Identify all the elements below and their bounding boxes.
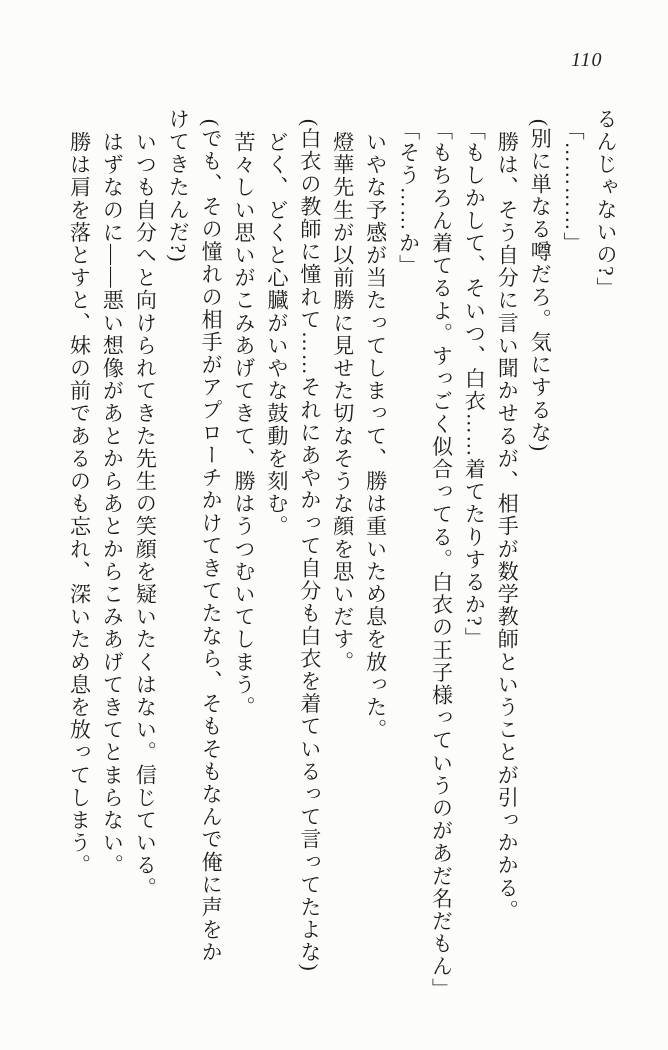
text-line: 「そう……か」 (396, 119, 421, 278)
text-line: はずなのに――悪い想像があとからあとからこみあげてきてとまらない。 (100, 131, 125, 877)
text-line: いつも自分へと向けられてきた先生の笑顔を疑いたくはない。信じている。 (133, 131, 158, 900)
text-line: 「もちろん着てるよ。すっごく似合ってる。白衣の王子様っていうのがあだ名だもん」 (429, 119, 454, 1001)
text-block (63, 108, 622, 1023)
page-number: 110 (571, 49, 603, 71)
text-line: どく、どくと心臓がいやな鼓動を刻む。 (264, 131, 289, 538)
text-line: 勝は肩を落とすと、妹の前であるのも忘れ、深いため息を放ってしまう。 (67, 131, 92, 877)
text-line: るんじゃないの?」 (594, 108, 618, 300)
text-line: 「…………」 (561, 119, 586, 255)
text-line: (別に単なる噂だろ。気にするな) (528, 119, 553, 453)
text-line: 燈華先生が以前勝に見せた切なそうな顔を思いだす。 (330, 131, 355, 674)
text-line: 「もしかして、そいつ、白衣……着てたりするか?」 (462, 119, 487, 650)
text-line: いやな予感が当たってしまって、勝は重いため息を放った。 (363, 131, 388, 742)
text-line: けてきたんだ?) (166, 108, 191, 264)
text-line: 勝は、そう自分に言い聞かせるが、相手が数学教師ということが引っかかる。 (495, 131, 520, 922)
text-line: (でも、その憧れの相手がアプローチかけてきてたなら、そもそもなんで俺に声をか (199, 119, 224, 964)
text-line: 苦々しい思いがこみあげてきて、勝はうつむいてしまう。 (232, 131, 257, 719)
text-line: (白衣の教師に憧れて……それにあやかって自分も白衣を着ているって言ってたよな) (297, 119, 322, 973)
